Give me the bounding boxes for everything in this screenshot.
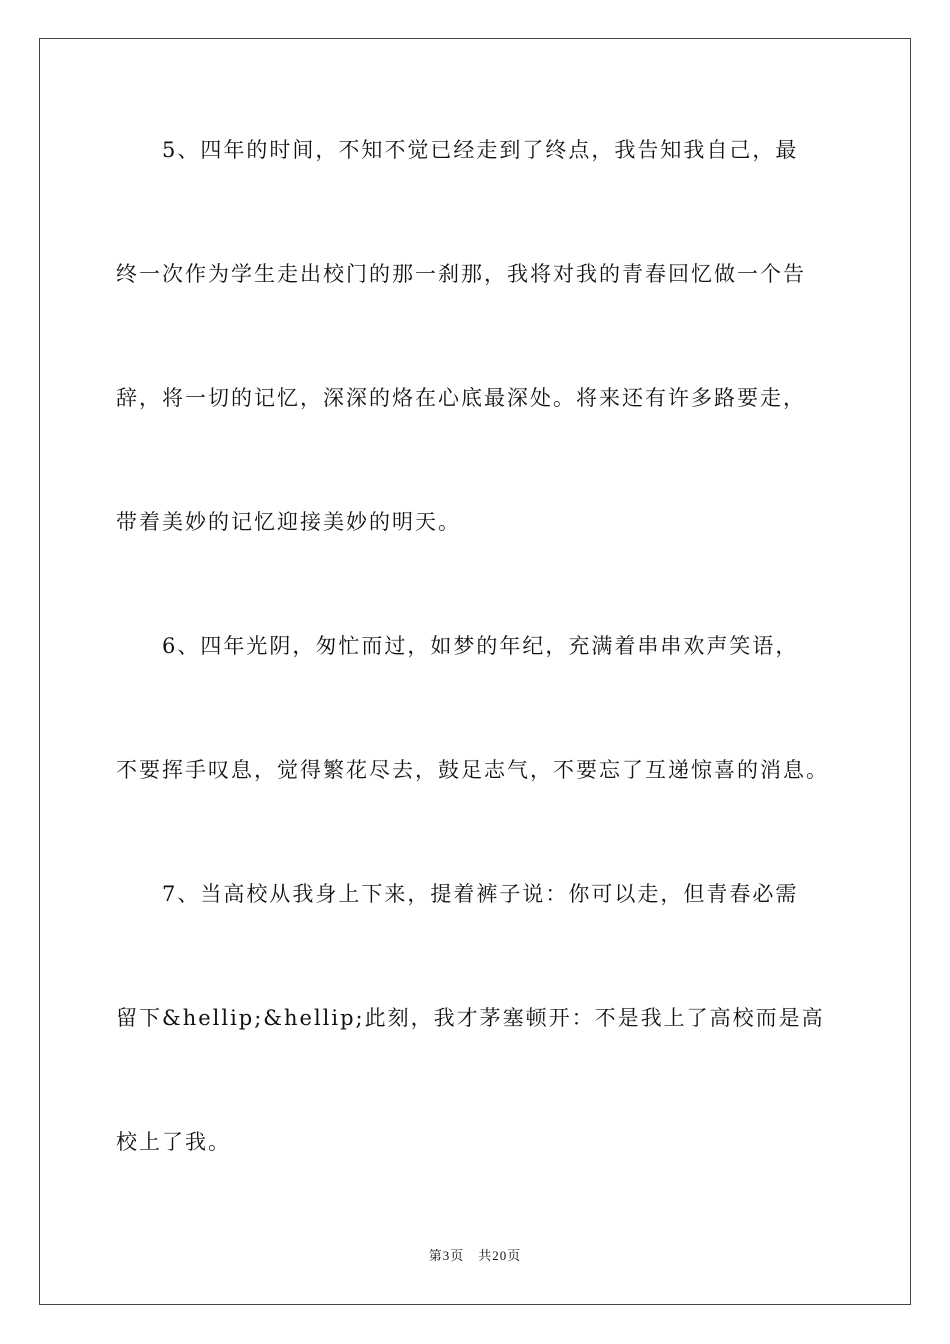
- page-border: [39, 38, 911, 1305]
- paragraph-5-line-1: 5、四年的时间，不知不觉已经走到了终点，我告知我自己，最: [162, 138, 799, 162]
- page-total: 共20页: [478, 1248, 522, 1263]
- paragraph-6-line-1: 6、四年光阴，匆忙而过，如梦的年纪，充满着串串欢声笑语，: [162, 634, 799, 658]
- paragraph-5-line-3: 辞，将一切的记忆，深深的烙在心底最深处。将来还有许多路要走，: [116, 386, 806, 410]
- paragraph-5-line-4: 带着美妙的记忆迎接美妙的明天。: [116, 510, 461, 534]
- page-footer: [0, 1247, 950, 1265]
- page-number: 第3页: [428, 1248, 465, 1263]
- paragraph-7-line-2: 留下&hellip;&hellip;此刻，我才茅塞顿开：不是我上了高校而是高: [116, 1006, 825, 1030]
- paragraph-7-line-3: 校上了我。: [116, 1130, 231, 1154]
- paragraph-5-line-2: 终一次作为学生走出校门的那一刹那，我将对我的青春回忆做一个告: [116, 262, 806, 286]
- paragraph-6-line-2: 不要挥手叹息，觉得繁花尽去，鼓足志气，不要忘了互递惊喜的消息。: [116, 758, 829, 782]
- paragraph-7-line-1: 7、当高校从我身上下来，提着裤子说：你可以走，但青春必需: [162, 882, 799, 906]
